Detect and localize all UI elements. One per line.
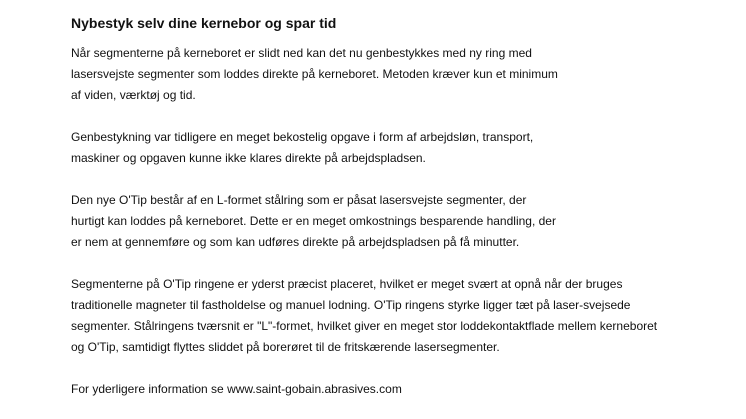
text-line: Når segmenterne på kerneboret er slidt ned kan det nu genbestykkes med ny ring med bbox=[71, 46, 532, 60]
text-line: af viden, værktøj og tid. bbox=[71, 88, 196, 102]
document-body bbox=[71, 14, 731, 400]
document-title: Nybestyk selv dine kernebor og spar tid bbox=[71, 15, 337, 31]
paragraph-history bbox=[71, 127, 731, 169]
text-line: og O'Tip, samtidigt flyttes sliddet på borerøret til de fritskærende lasersegmenter. bbox=[71, 340, 500, 354]
text-line: traditionelle magneter til fastholdelse og manuel lodning. O'Tip ringens styrke ligger tæt på laser-svejsede bbox=[71, 298, 631, 312]
paragraph-intro bbox=[71, 43, 731, 106]
text-line: Genbestykning var tidligere en meget bekostelig opgave i form af arbejdsløn, transport, bbox=[71, 130, 534, 144]
text-line: maskiner og opgaven kunne ikke klares direkte på arbejdspladsen. bbox=[71, 151, 426, 165]
paragraph-otip-description bbox=[71, 190, 731, 253]
text-line: er nem at gennemføre og som kan udføres direkte på arbejdspladsen på få minutter. bbox=[71, 235, 520, 249]
text-line: segmenter. Stålringens tværsnit er "L"-formet, hvilket giver en meget stor loddekontaktflade mellem kerneboret bbox=[71, 319, 658, 333]
text-line: Segmenterne på O'Tip ringene er yderst præcist placeret, hvilket er meget svært at opnå når der bruges bbox=[71, 277, 623, 291]
text-line: hurtigt kan loddes på kerneboret. Dette er en meget omkostnings besparende handling, der bbox=[71, 214, 556, 228]
paragraph-more-info bbox=[71, 379, 731, 400]
more-info-text: For yderligere information se www.saint-gobain.abrasives.com bbox=[71, 382, 402, 396]
text-line: Den nye O'Tip består af en L-formet stålring som er påsat lasersvejste segmenter, der bbox=[71, 193, 527, 207]
paragraph-segment-precision bbox=[71, 274, 731, 358]
text-line: lasersvejste segmenter som loddes direkte på kerneboret. Metoden kræver kun et minimum bbox=[71, 67, 558, 81]
